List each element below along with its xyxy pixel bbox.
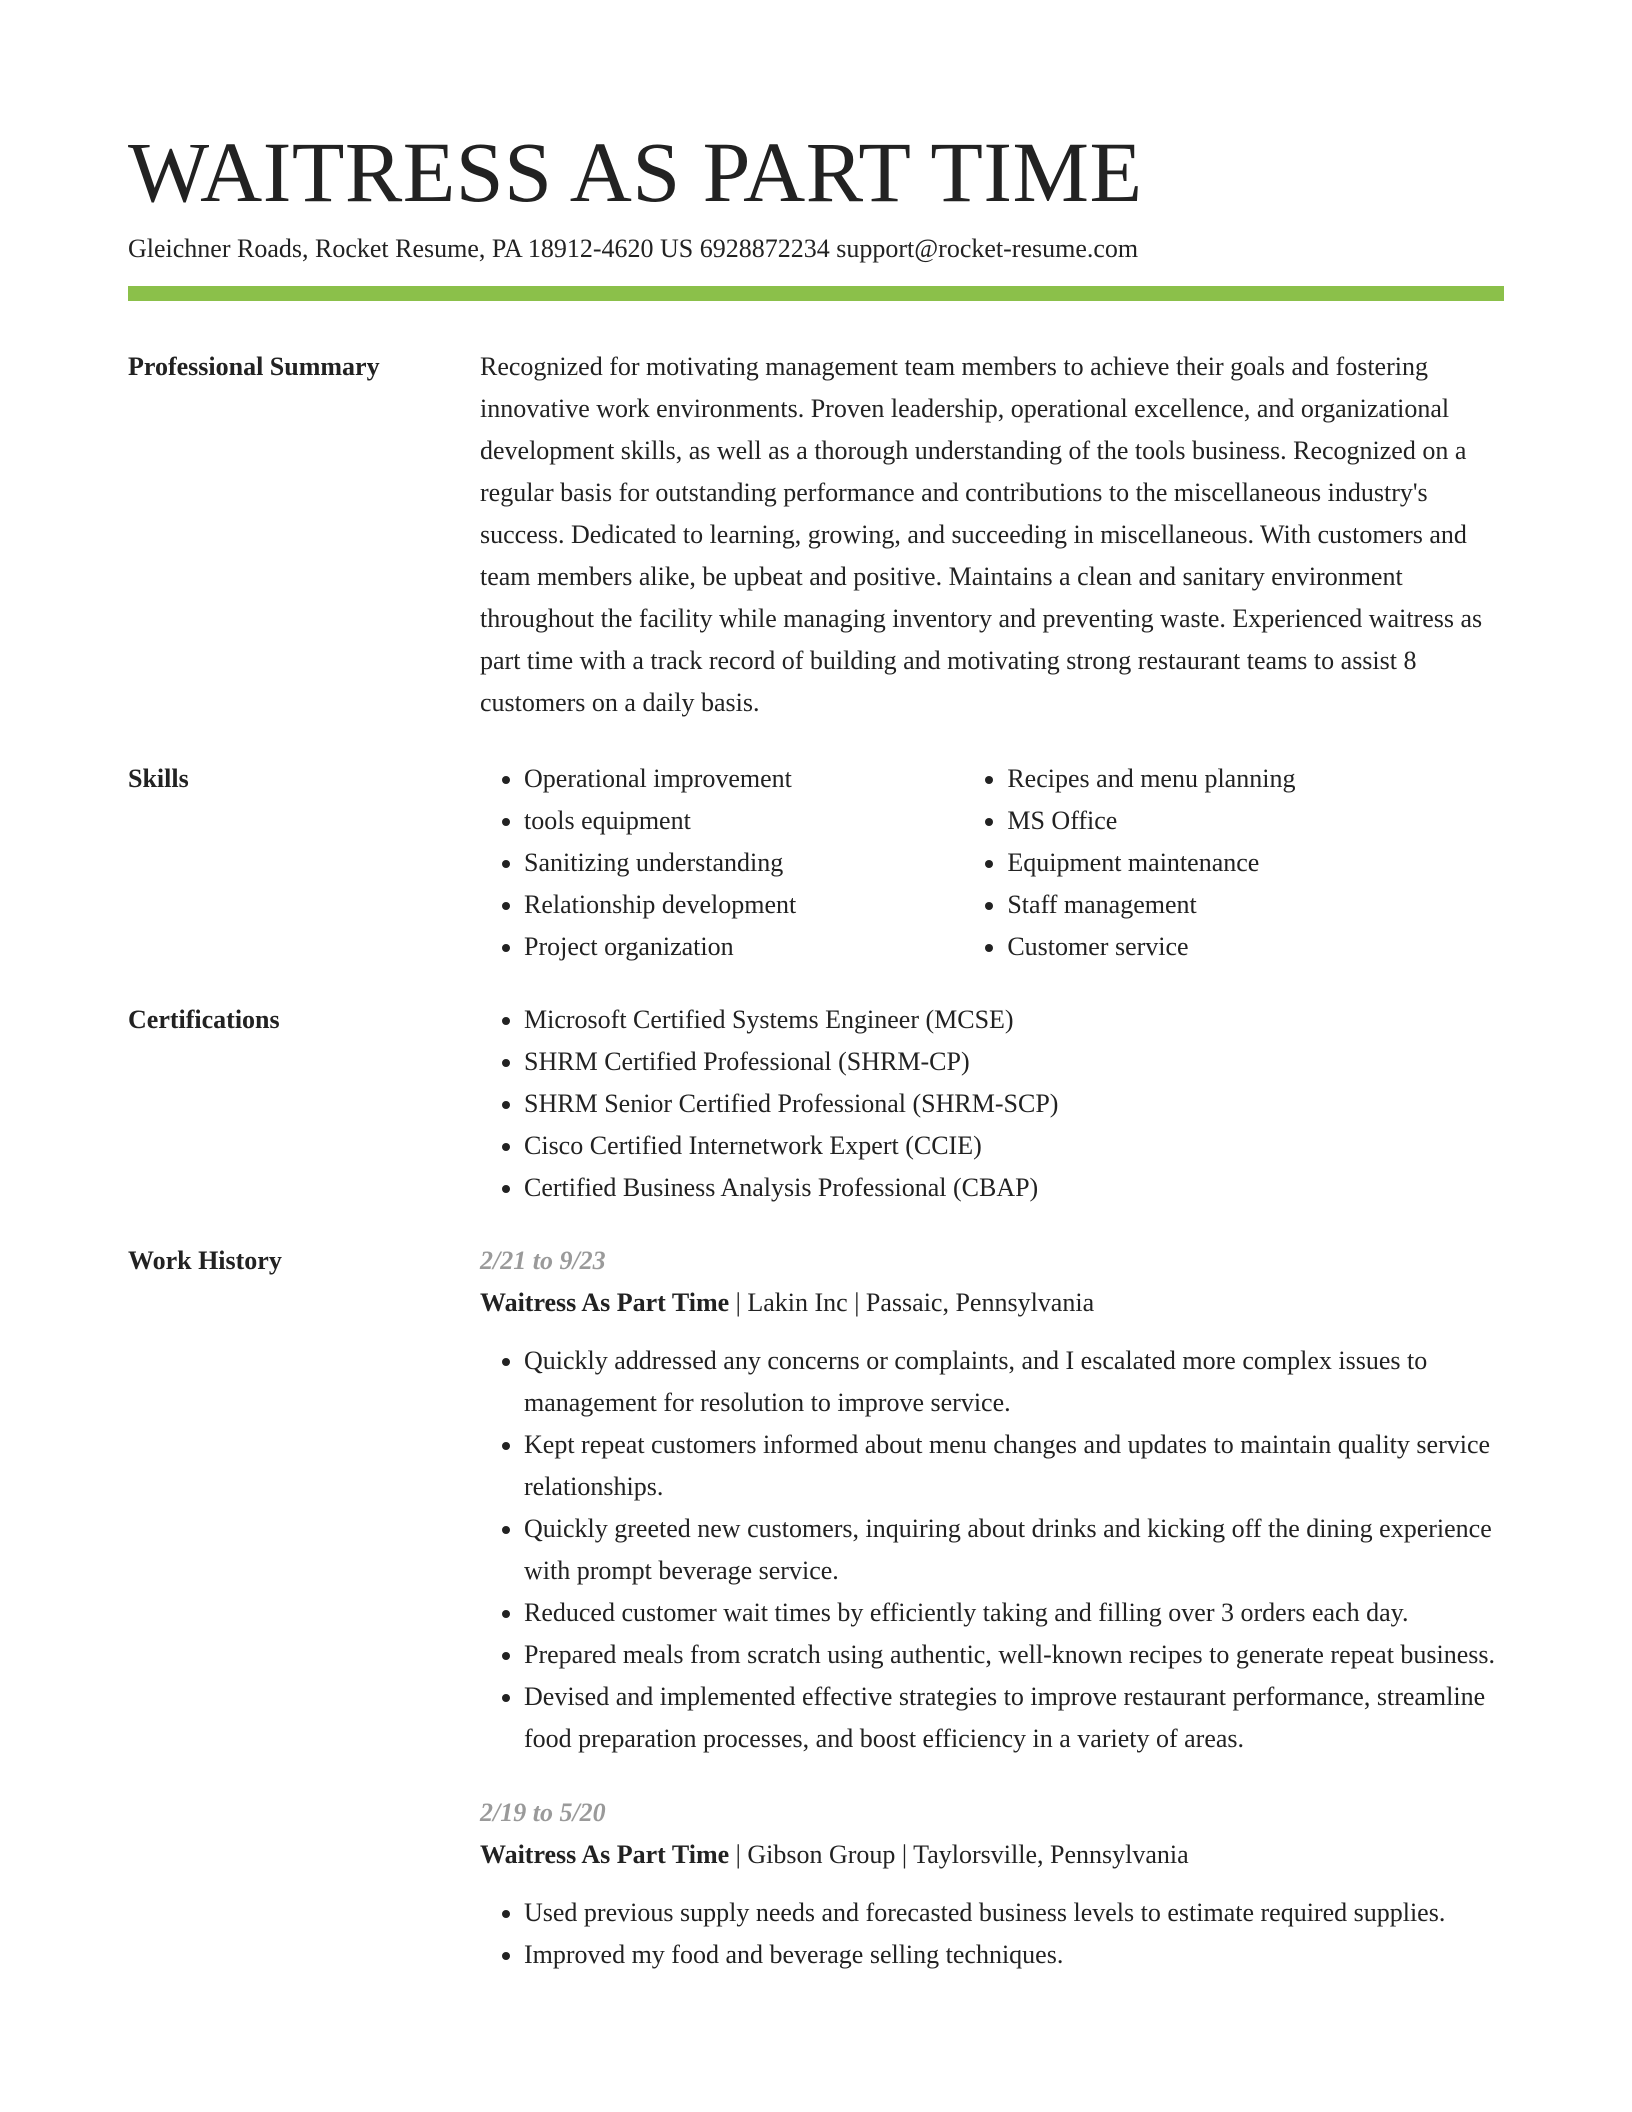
skill-item: • Customer service <box>1007 926 1504 968</box>
job-bullet: • Quickly addressed any concerns or complaints, and I escalated more complex issues to management for resolution to improve service. <box>524 1340 1504 1424</box>
job-dates: 2/19 to 5/20 <box>480 1798 606 1827</box>
job-bullets <box>480 1340 1504 1760</box>
skills-label: Skills <box>128 764 189 793</box>
job-details: | Lakin Inc | Passaic, Pennsylvania <box>729 1288 1095 1317</box>
skill-item: • Equipment maintenance <box>1007 842 1504 884</box>
summary-text: Recognized for motivating management team members to achieve their goals and fostering innovative work environments. Proven leadership, operational excellence, and organizational development skills, as well as a thorough understanding of the tools business. Recognized on a regular basis for outstanding performance and contributions to the miscellaneous industry's success. Dedicated to learning, growing, and succeeding in miscellaneous. With customers and team members alike, be upbeat and positive. Maintains a clean and sanitary environment throughout the facility while managing inventory and preventing waste. Experienced waitress as part time with a track record of building and motivating strong restaurant teams to assist 8 customers on a daily basis. <box>480 352 1483 717</box>
job-entry <box>480 1240 1504 1760</box>
skill-item: • Operational improvement <box>524 758 963 800</box>
job-bullet: • Devised and implemented effective strategies to improve restaurant performance, streamline food preparation processes, and boost efficiency in a variety of areas. <box>524 1676 1504 1760</box>
job-bullets <box>480 1892 1504 1976</box>
skill-item: • MS Office <box>1007 800 1504 842</box>
job-bullet: • Used previous supply needs and forecasted business levels to estimate required supplies. <box>524 1892 1504 1934</box>
summary-label: Professional Summary <box>128 352 380 381</box>
job-header <box>480 1834 1504 1876</box>
certifications-label: Certifications <box>128 1005 280 1034</box>
job-dates: 2/21 to 9/23 <box>480 1246 606 1275</box>
job-details: | Gibson Group | Taylorsville, Pennsylvania <box>729 1840 1189 1869</box>
job-bullet: • Prepared meals from scratch using authentic, well-known recipes to generate repeat business. <box>524 1634 1504 1676</box>
certification-item: • Cisco Certified Internetwork Expert (CCIE) <box>524 1125 1504 1167</box>
certification-item: • SHRM Senior Certified Professional (SHRM-SCP) <box>524 1083 1504 1125</box>
job-bullet: • Reduced customer wait times by efficiently taking and filling over 3 orders each day. <box>524 1592 1504 1634</box>
certification-item: • Certified Business Analysis Professional (CBAP) <box>524 1167 1504 1209</box>
resume-name: WAITRESS AS PART TIME <box>128 124 1143 220</box>
work-history-label: Work History <box>128 1246 282 1275</box>
skill-item: • Staff management <box>1007 884 1504 926</box>
job-header <box>480 1282 1504 1324</box>
skill-item: • Project organization <box>524 926 963 968</box>
job-entry <box>480 1792 1504 1976</box>
skill-item: • Sanitizing understanding <box>524 842 963 884</box>
job-title: Waitress As Part Time <box>480 1288 730 1317</box>
job-bullet: • Quickly greeted new customers, inquiring about drinks and kicking off the dining experience with prompt beverage service. <box>524 1508 1504 1592</box>
certifications-list <box>480 999 1504 1209</box>
skills-list-right <box>963 758 1504 968</box>
skill-item: • Recipes and menu planning <box>1007 758 1504 800</box>
certification-item: • SHRM Certified Professional (SHRM-CP) <box>524 1041 1504 1083</box>
job-title: Waitress As Part Time <box>480 1840 730 1869</box>
skill-item: • Relationship development <box>524 884 963 926</box>
contact-line: Gleichner Roads, Rocket Resume, PA 18912-4620 US 6928872234 support@rocket-resume.com <box>128 234 1139 263</box>
skills-list-left <box>480 758 963 968</box>
job-bullet: • Kept repeat customers informed about menu changes and updates to maintain quality service relationships. <box>524 1424 1504 1508</box>
skill-item: • tools equipment <box>524 800 963 842</box>
certification-item: • Microsoft Certified Systems Engineer (MCSE) <box>524 999 1504 1041</box>
header-divider <box>128 286 1504 301</box>
job-bullet: • Improved my food and beverage selling techniques. <box>524 1934 1504 1976</box>
